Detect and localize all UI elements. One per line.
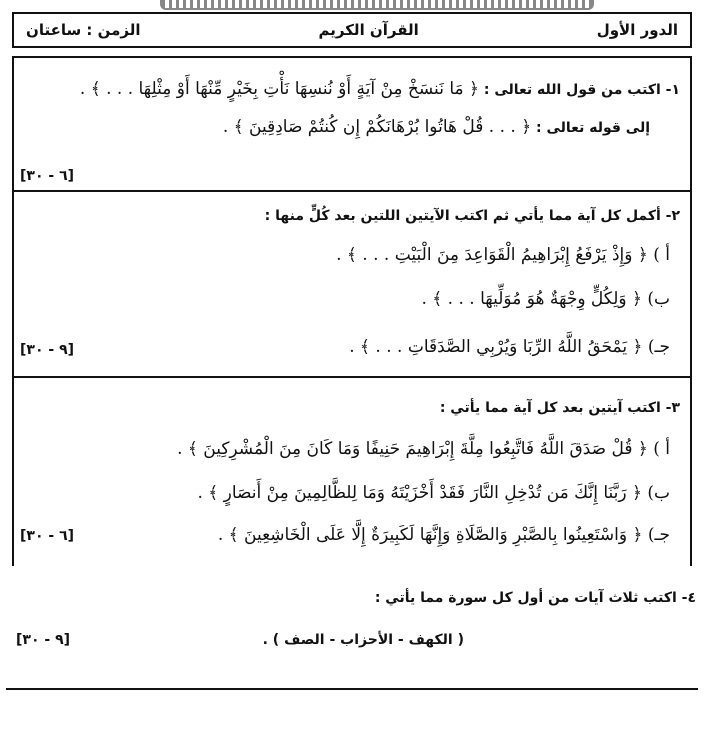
q2-item-a: أ ) ﴿ وَإِذْ يَرْفَعُ إِبْرَاهِيمُ الْقَوَاعِدَ مِنَ الْبَيْتِ . . . ﴾ .: [336, 245, 670, 265]
q4-mark: [٩ - ٣٠]: [16, 632, 71, 648]
q3-item-a: أ ) ﴿ قُلْ صَدَقَ اللَّهُ فَاتَّبِعُوا مِلَّةَ إِبْرَاهِيمَ حَنِيفًا وَمَا كَانَ مِنَ الْمُشْرِكِينَ ﴾ .: [177, 439, 670, 459]
exam-round: الدور الأول: [596, 21, 678, 39]
q3-item-b: ب) ﴿ رَبَّنَا إِنَّكَ مَن تُدْخِلِ النَّارَ فَقَدْ أَخْزَيْتَهُ وَمَا لِلظَّالِمِينَ مِنْ أَنصَارٍ ﴾ .: [197, 483, 670, 503]
q2-item-b: ب) ﴿ وَلِكُلٍّ وِجْهَةٌ هُوَ مُوَلِّيهَا . . . ﴾ .: [421, 289, 670, 309]
q2-item-c: جـ) ﴿ يَمْحَقُ اللَّهُ الرِّبَا وَيُرْبِي الصَّدَقَاتِ . . . ﴾ .: [349, 337, 670, 357]
q3-item-c: جـ) ﴿ وَاسْتَعِينُوا بِالصَّبْرِ وَالصَّلَاةِ وَإِنَّهَا لَكَبِيرَةٌ إِلَّا عَلَى الْخَاشِعِينَ ﴾ .: [217, 525, 670, 545]
separator-1: [14, 190, 690, 192]
cropped-top-strip: [160, 0, 594, 10]
exam-header: [12, 12, 692, 48]
bottom-rule: [6, 688, 698, 690]
q2-mark: [٩ - ٣٠]: [20, 342, 75, 358]
q3-instruction: ٣- اكتب آيتين بعد كل آية مما يأتي :: [439, 400, 680, 416]
q1-line1-verse: ﴿ مَا نَنسَخْ مِنْ آيَةٍ أَوْ نُنسِهَا نَأْتِ بِخَيْرٍ مِّنْهَا أَوْ مِثْلِهَا . . . ﴾ .: [79, 79, 479, 99]
q2-instruction: ٢- أكمل كل آية مما يأتي ثم اكتب الآيتين اللتين بعد كُلٍّ منها :: [264, 208, 680, 224]
q1-line1: [80, 78, 680, 99]
questions-box: [12, 56, 692, 566]
exam-time: الزمن : ساعتان: [26, 21, 141, 39]
q1-mark: [٦ - ٣٠]: [20, 168, 75, 184]
separator-2: [14, 376, 690, 378]
exam-subject: القرآن الكريم: [318, 21, 419, 39]
q1-line2-label: إلى قوله تعالى :: [536, 120, 650, 136]
q1-line2-verse: ﴿ . . . قُلْ هَاتُوا بُرْهَانَكُمْ إِن كُنتُمْ صَادِقِينَ ﴾ .: [222, 117, 532, 137]
q1-line2: [223, 116, 650, 137]
q3-mark: [٦ - ٣٠]: [20, 528, 75, 544]
q1-line1-label: ١- اكتب من قول الله تعالى :: [483, 82, 680, 98]
q4-instruction: ٤- اكتب ثلاث آيات من أول كل سورة مما يأتي :: [374, 590, 696, 606]
q4-items: ( الكهف - الأحزاب - الصف ) .: [262, 632, 464, 648]
